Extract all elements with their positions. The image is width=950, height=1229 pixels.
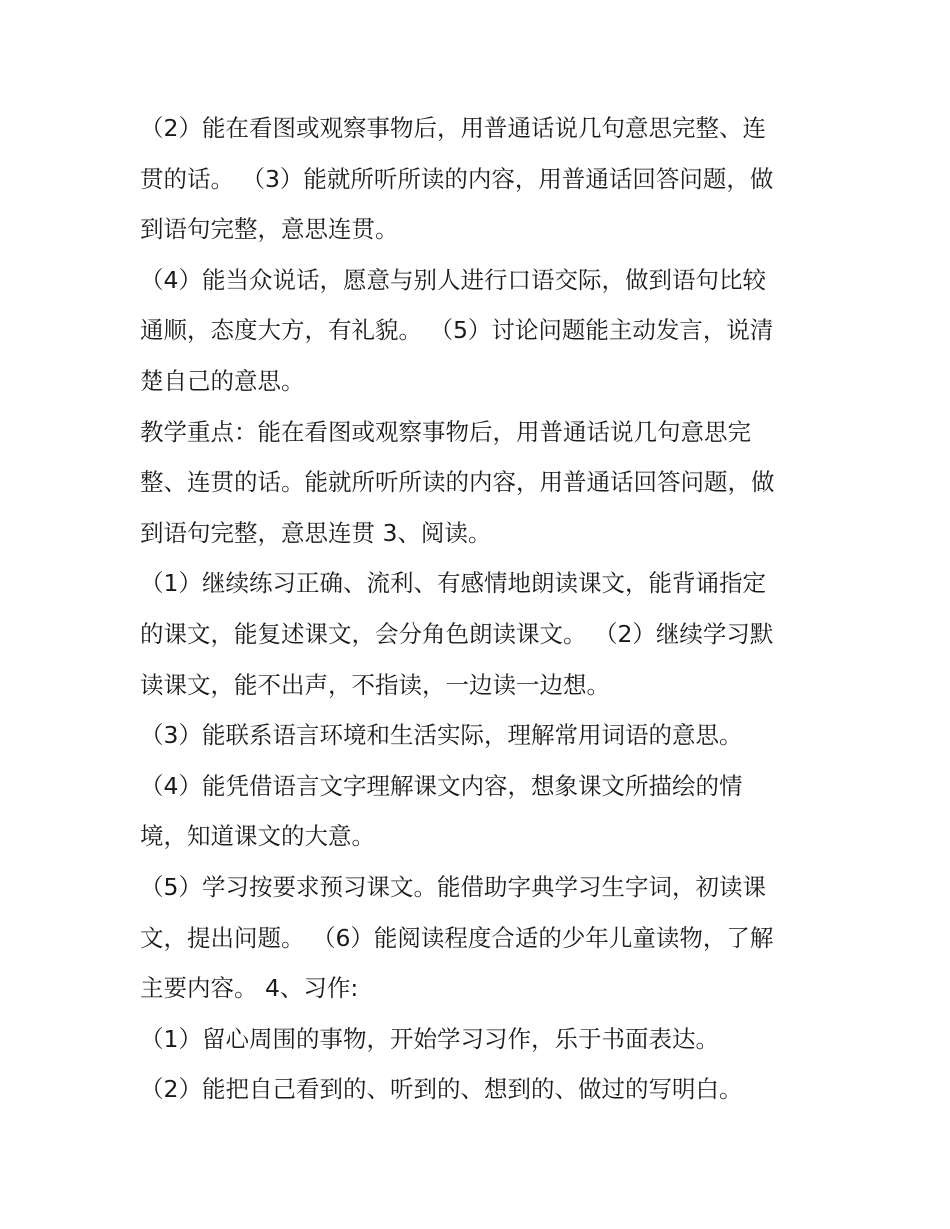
text-line: （2）能把自己看到的、听到的、想到的、做过的写明白。 <box>140 1075 743 1104</box>
text-line: 整、连贯的话。能就所听所读的内容，用普通话回答问题，做 <box>140 468 775 497</box>
text-line: （4）能凭借语言文字理解课文内容，想象课文所描绘的情 <box>140 771 743 800</box>
document-body <box>140 103 820 1115</box>
text-line: （5）学习按要求预习课文。能借助字典学习生字词，初读课 <box>140 872 766 901</box>
text-line: （2）能在看图或观察事物后，用普通话说几句意思完整、连 <box>140 114 766 142</box>
text-line: （3）能联系语言环境和生活实际，理解常用词语的意思。 <box>140 721 743 750</box>
text-line: 到语句完整，意思连贯 3、阅读。 <box>140 518 492 547</box>
text-line: （1）继续练习正确、流利、有感情地朗读课文，能背诵指定 <box>140 569 766 598</box>
text-line: （4）能当众说话，愿意与别人进行口语交际，做到语句比较 <box>140 265 766 294</box>
text-line: 读课文，能不出声，不指读，一边读一边想。 <box>140 670 610 699</box>
text-line: 贯的话。 （3）能就所听所读的内容，用普通话回答问题，做 <box>140 164 774 193</box>
text-line: 教学重点：能在看图或观察事物后，用普通话说几句意思完 <box>140 417 751 446</box>
text-line: 楚自己的意思。 <box>140 366 305 395</box>
text-line: 境，知道课文的大意。 <box>140 822 375 851</box>
text-line: 主要内容。 4、习作: <box>140 974 359 1003</box>
text-line: 到语句完整，意思连贯。 <box>140 215 399 244</box>
text-line: 通顺，态度大方，有礼貌。 （5）讨论问题能主动发言，说清 <box>140 316 774 345</box>
text-line: 文，提出问题。 （6）能阅读程度合适的少年儿童读物，了解 <box>140 923 774 952</box>
text-line: 的课文，能复述课文，会分角色朗读课文。 （2）继续学习默 <box>140 619 774 648</box>
text-line: （1）留心周围的事物，开始学习习作，乐于书面表达。 <box>140 1024 719 1053</box>
